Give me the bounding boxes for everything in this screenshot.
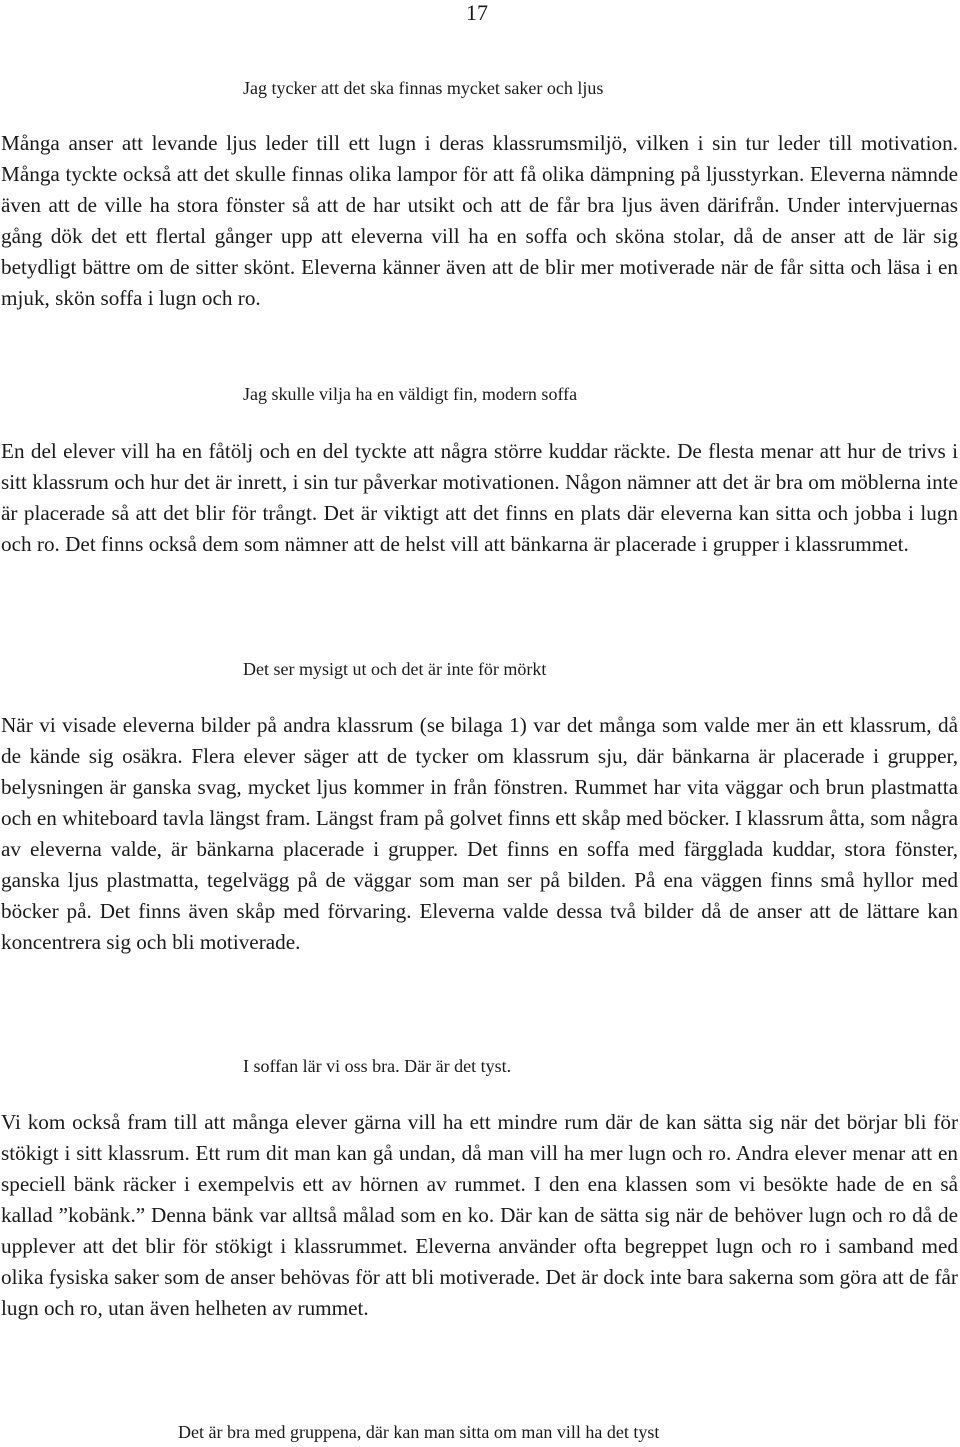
body-paragraph: När vi visade eleverna bilder på andra klassrum (se bilaga 1) var det många som valde mer än ett klassrum, då de kände sig osäkra. Flera elever säger att de tycker om klassrum sju, där bänkarna är placerade i grupper, belysningen är ganska svag, mycket ljus kommer in från fönstren. Rummet har vita väggar och brun plastmatta och en whiteboard tavla längst fram. Längst fram på golvet finns ett skåp med böcker. I klassrum åtta, som några av eleverna valde, är bänkarna placerade i grupper. Det finns en soffa med färgglada kuddar, stora fönster, ganska ljus plastmatta, tegelvägg på de väggar som man ser på bilden. På ena väggen finns små hyllor med böcker på. Det finns även skåp med förvaring. Eleverna valde dessa två bilder då de anser att de lättare kan koncentrera sig och bli motiverade. [1, 713, 958, 954]
body-paragraph: Vi kom också fram till att många elever gärna vill ha ett mindre rum där de kan sätta sig när det börjar bli för stökigt i sitt klassrum. Ett rum dit man kan gå undan, då man vill ha mer lugn och ro. Andra elever menar att en speciell bänk räcker i exempelvis ett av hörnen av rummet. I den ena klassen som vi besökte hade de en så kallad ”kobänk.” Denna bänk var alltså målad som en ko. Där kan de sätta sig när de behöver lugn och ro då de upplever att det blir för stökigt i klassrummet. Eleverna använder ofta begreppet lugn och ro i samband med olika fysiska saker som de anser behövas för att bli motiverade. Det är dock inte bara sakerna som göra att de får lugn och ro, utan även helheten av rummet. [1, 1110, 958, 1320]
interview-quote: Det är bra med gruppena, där kan man sitta om man vill ha det tyst [178, 1422, 660, 1442]
interview-quote: Jag tycker att det ska finnas mycket saker och ljus [243, 78, 604, 98]
interview-quote: Jag skulle vilja ha en väldigt fin, modern soffa [243, 384, 578, 404]
page-number: 17 [466, 0, 488, 25]
interview-quote: I soffan lär vi oss bra. Där är det tyst. [243, 1056, 512, 1076]
interview-quote: Det ser mysigt ut och det är inte för mörkt [243, 659, 547, 679]
body-paragraph: Många anser att levande ljus leder till ett lugn i deras klassrumsmiljö, vilken i sin tur leder till motivation. Många tyckte också att det skulle finnas olika lampor för att få olika dämpning på ljusstyrkan. Eleverna nämnde även att de ville ha stora fönster så att de har utsikt och att de får bra ljus även därifrån. Under intervjuernas gång dök det ett flertal gånger upp att eleverna vill ha en soffa och sköna stolar, då de anser att de lär sig betydligt bättre om de sitter skönt. Eleverna känner även att de blir mer motiverade när de får sitta och läsa i en mjuk, skön soffa i lugn och ro. [1, 131, 958, 310]
body-paragraph: En del elever vill ha en fåtölj och en del tyckte att några större kuddar räckte. De flesta menar att hur de trivs i sitt klassrum och hur det är inrett, i sin tur påverkar motivationen. Någon nämner att det är bra om möblerna inte är placerade så att det blir för trångt. Det är viktigt att det finns en plats där eleverna kan sitta och jobba i lugn och ro. Det finns också dem som nämner att de helst vill att bänkarna är placerade i grupper i klassrummet. [1, 439, 958, 556]
